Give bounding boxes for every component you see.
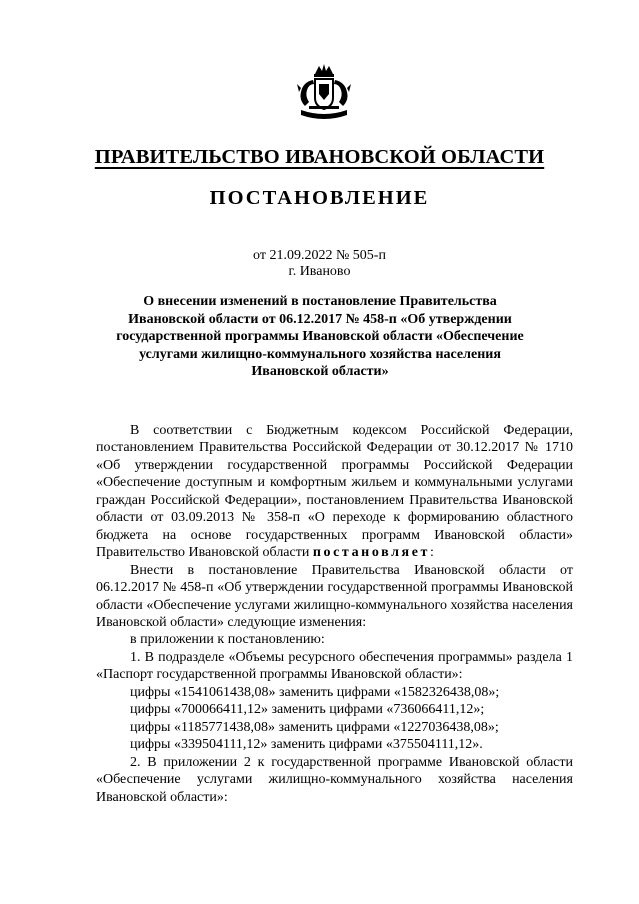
- subject-line: услугами жилищно-коммунального хозяйства населения: [139, 346, 501, 362]
- resolves-colon: :: [430, 545, 434, 561]
- subject-line: Ивановской области от 06.12.2017 № 458-п «Об утверждении: [128, 311, 512, 327]
- replacement-line: цифры «339504111,12» заменить цифрами «375504111,12».: [130, 737, 483, 753]
- paragraph-appendix: в приложении к постановлению:: [130, 632, 325, 648]
- preamble-text: В соответствии с Бюджетным кодексом Российской Федерации, постановлением Правительства Российской Федерации от 30.12.2017 № 1710 «Об утверждении государственной программы Российской Федерации «Обеспечение доступным и комфортным жильем и коммунальными услугами граждан Российской Федерации», постановлением Правительства Ивановской области от 03.09.2013 № 358-п «О переходе к формированию областного бюджета на основе государственных программ Ивановской области» Правительство Ивановской области: [96, 423, 573, 561]
- preamble-paragraph: [96, 422, 573, 562]
- subject-line: О внесении изменений в постановление Правительства: [143, 294, 497, 309]
- paragraph-item-2: 2. В приложении 2 к государственной программе Ивановской области «Обеспечение услугами жилищно-коммунального хозяйства населения Ивановской области»:: [96, 754, 573, 805]
- replacement-line: цифры «1185771438,08» заменить цифрами «1227036438,08»;: [130, 719, 499, 735]
- paragraph-item-1: 1. В подразделе «Объемы ресурсного обеспечения программы» раздела 1 «Паспорт государственной программы Ивановской области»:: [96, 649, 573, 683]
- document-body: [96, 422, 573, 806]
- subject-line: государственной программы Ивановской области «Обеспечение: [116, 329, 524, 345]
- subject-line: Ивановской области»: [251, 364, 389, 380]
- city: г. Иваново: [288, 264, 351, 279]
- document-type: ПОСТАНОВЛЕНИЕ: [209, 187, 430, 209]
- government-title: ПРАВИТЕЛЬСТВО ИВАНОВСКОЙ ОБЛАСТИ: [94, 146, 545, 168]
- coat-of-arms-icon: [295, 62, 353, 126]
- document-subject: [95, 293, 545, 381]
- replacement-line: цифры «700066411,12» заменить цифрами «736066411,12»;: [130, 702, 485, 718]
- resolves-word: постановляет: [312, 545, 430, 561]
- date-and-number: от 21.09.2022 № 505-п: [253, 248, 386, 263]
- replacement-line: цифры «1541061438,08» заменить цифрами «1582326438,08»;: [130, 684, 500, 700]
- paragraph-amendment-intro: Внести в постановление Правительства Ивановской области от 06.12.2017 № 458-п «Об утверждении государственной программы Ивановской области «Обеспечение услугами жилищно-коммунального хозяйства населения Ивановской области» следующие изменения:: [96, 562, 573, 630]
